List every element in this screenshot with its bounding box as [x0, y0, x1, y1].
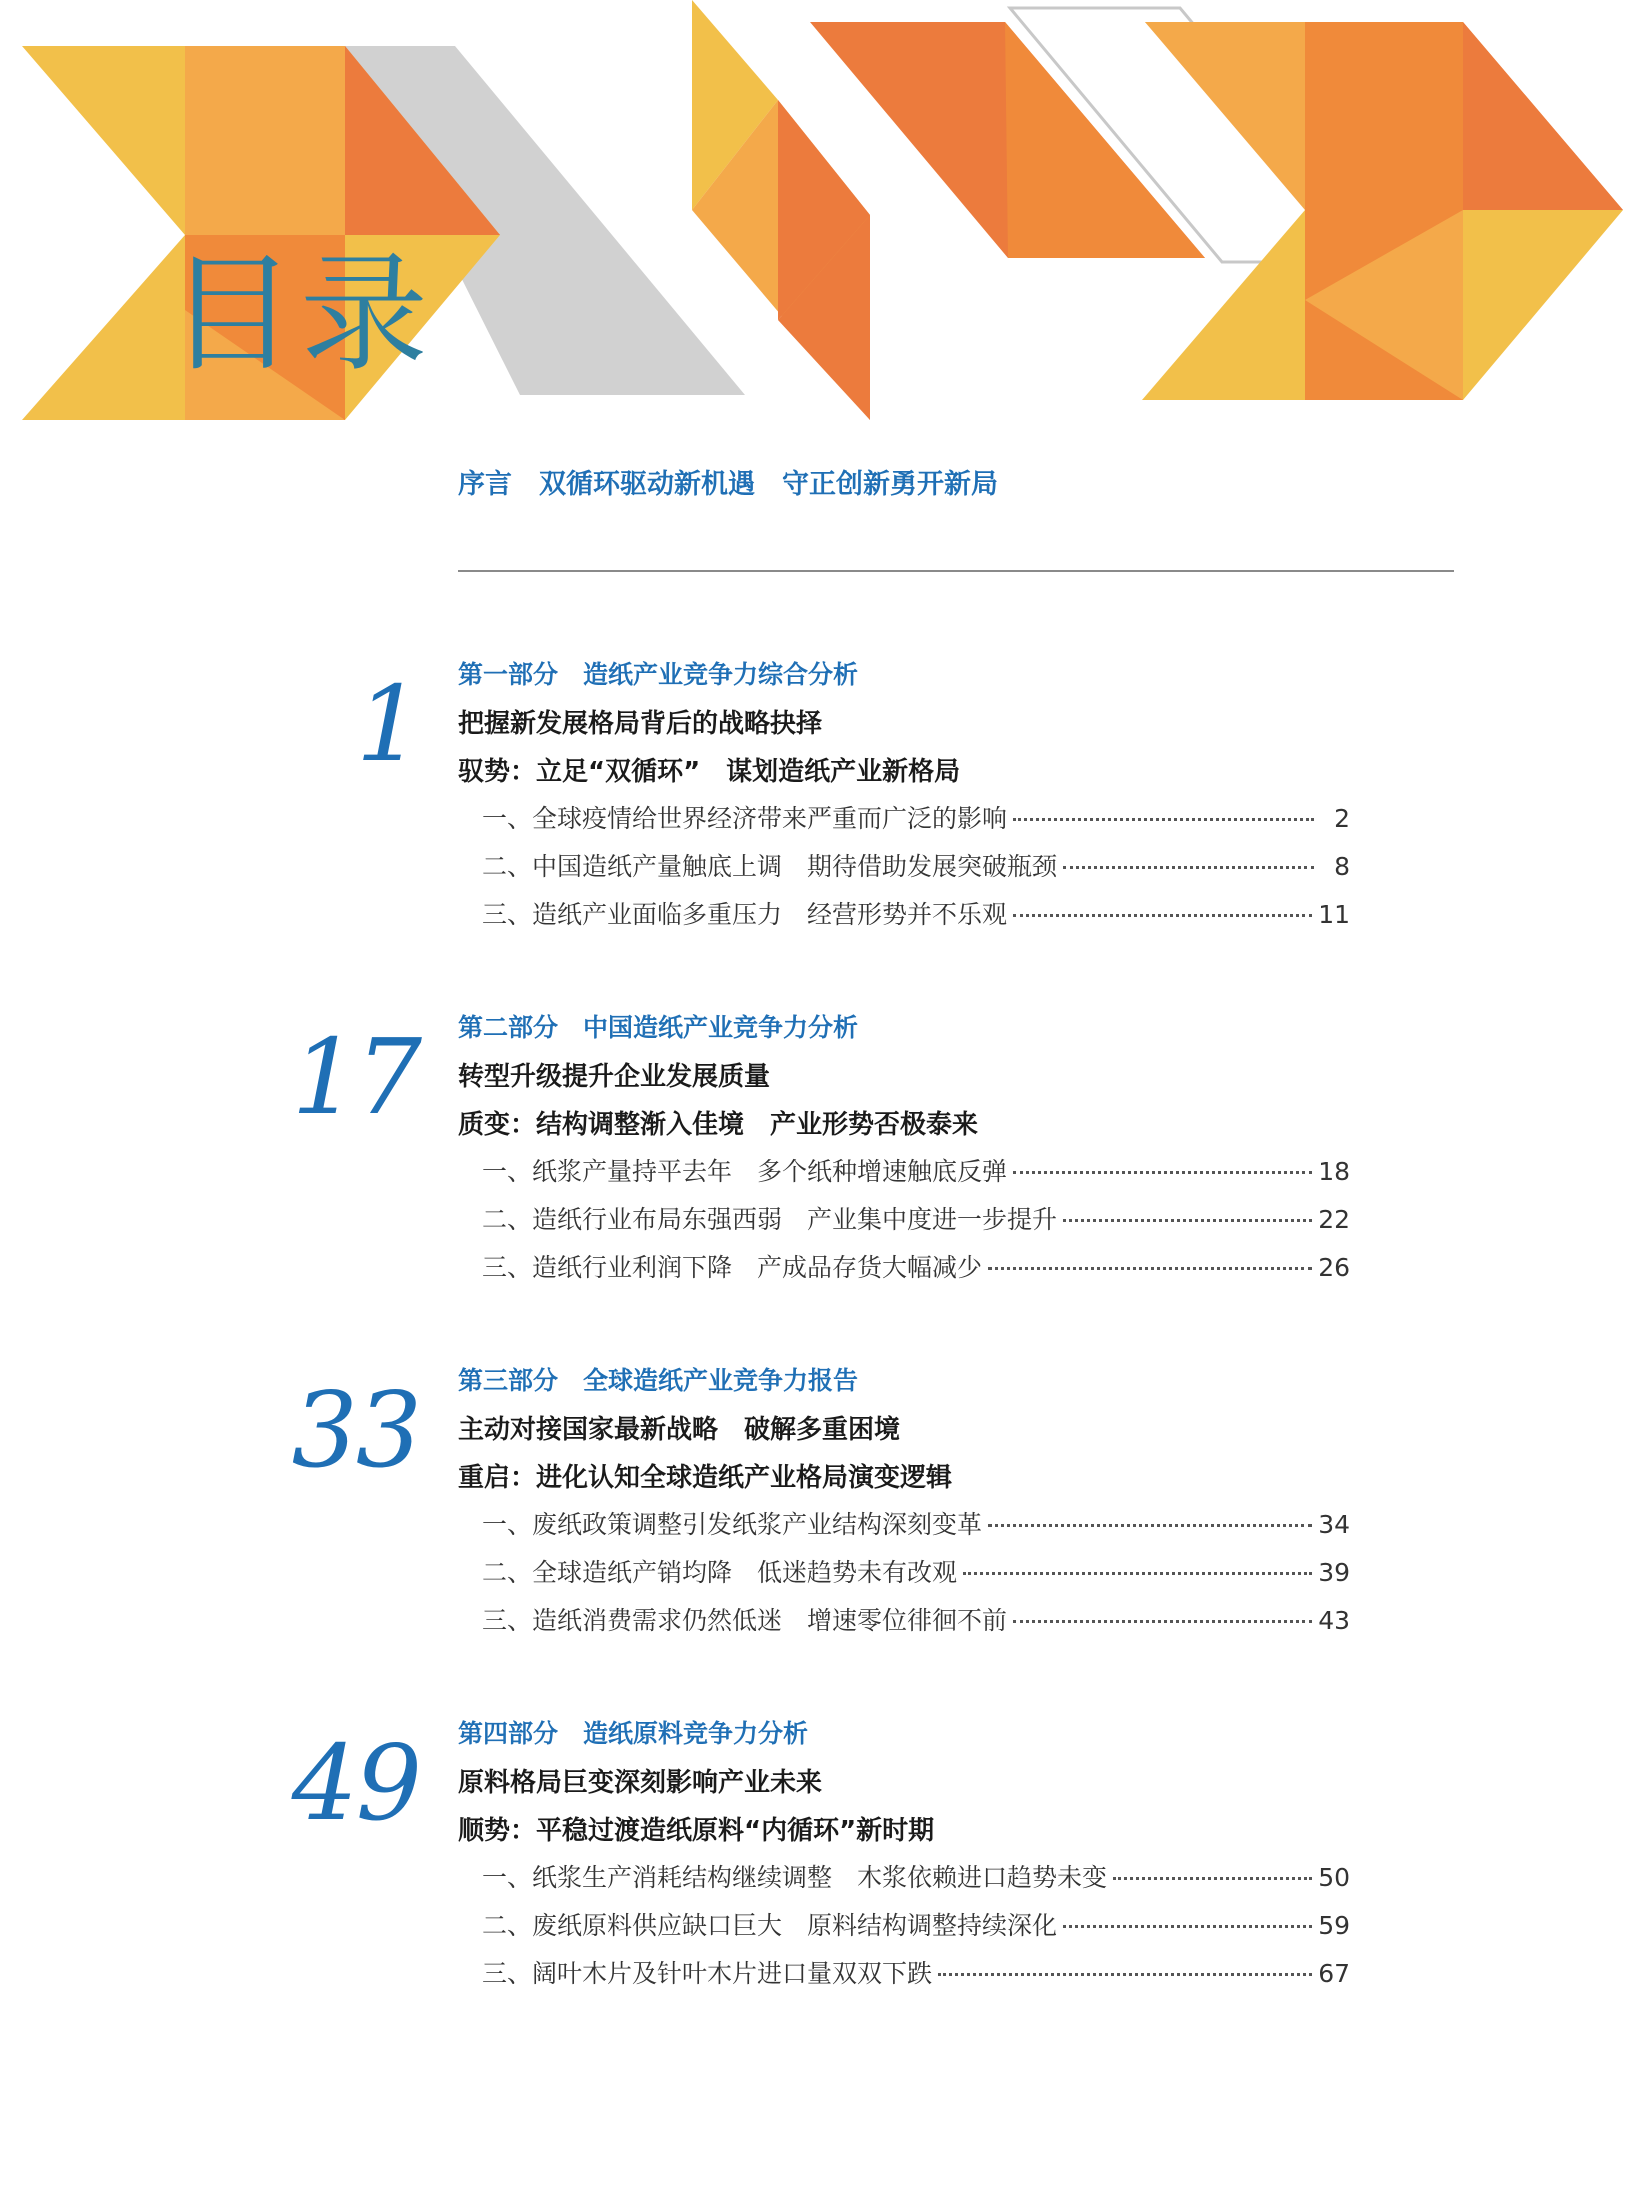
entry-title: 一、纸浆生产消耗结构继续调整 木浆依赖进口趋势未变 — [482, 1863, 1108, 1892]
toc-title: 目录 — [168, 240, 433, 389]
part-headline: 原料格局巨变深刻影响产业未来 — [458, 1768, 823, 1798]
entry-title: 三、造纸消费需求仍然低迷 增速零位徘徊不前 — [482, 1606, 1008, 1635]
entry-page-number: 22 — [1318, 1205, 1350, 1234]
dot-leader — [963, 1572, 1312, 1575]
toc-entry[interactable] — [482, 799, 1350, 833]
part-label[interactable]: 第一部分 造纸产业竞争力综合分析 — [458, 660, 859, 689]
part-headline: 转型升级提升企业发展质量 — [458, 1062, 771, 1092]
toc-entry[interactable] — [482, 1858, 1350, 1892]
entry-title: 一、废纸政策调整引发纸浆产业结构深刻变革 — [482, 1510, 983, 1539]
dot-leader — [938, 1973, 1312, 1976]
entry-page-number: 39 — [1318, 1558, 1350, 1587]
entry-title: 三、阔叶木片及针叶木片进口量双双下跌 — [482, 1959, 933, 1988]
dot-leader — [1063, 1219, 1312, 1222]
part-label[interactable]: 第三部分 全球造纸产业竞争力报告 — [458, 1366, 859, 1395]
dot-leader — [1013, 914, 1312, 917]
dot-leader — [1063, 866, 1314, 869]
entry-title: 二、全球造纸产销均降 低迷趋势未有改观 — [482, 1558, 958, 1587]
divider — [458, 570, 1454, 572]
entry-page-number: 59 — [1318, 1911, 1350, 1940]
part-headline: 主动对接国家最新战略 破解多重困境 — [458, 1415, 901, 1445]
toc-entry[interactable] — [482, 847, 1350, 881]
dot-leader — [1013, 1620, 1312, 1623]
entry-title: 一、纸浆产量持平去年 多个纸种增速触底反弹 — [482, 1157, 1008, 1186]
dot-leader — [1013, 1171, 1312, 1174]
entry-title: 二、中国造纸产量触底上调 期待借助发展突破瓶颈 — [482, 852, 1058, 881]
entry-page-number: 11 — [1318, 900, 1350, 929]
entry-title: 二、造纸行业布局东强西弱 产业集中度进一步提升 — [482, 1205, 1058, 1234]
dot-leader — [1063, 1925, 1312, 1928]
dot-leader — [988, 1267, 1312, 1270]
toc-entry[interactable] — [482, 1601, 1350, 1635]
part-subhead: 顺势：平稳过渡造纸原料“内循环”新时期 — [458, 1816, 935, 1846]
dot-leader — [1113, 1877, 1312, 1880]
part-number: 1 — [355, 663, 420, 785]
part-subhead: 质变：结构调整渐入佳境 产业形势否极泰来 — [458, 1110, 979, 1140]
entry-page-number: 67 — [1318, 1959, 1350, 1988]
entry-page-number: 26 — [1318, 1253, 1350, 1282]
toc-entry[interactable] — [482, 1906, 1350, 1940]
banner-orange-parallelogram-light — [1005, 22, 1205, 258]
part-label[interactable]: 第四部分 造纸原料竞争力分析 — [458, 1719, 809, 1748]
toc-entry[interactable] — [482, 1248, 1350, 1282]
entry-title: 三、造纸产业面临多重压力 经营形势并不乐观 — [482, 900, 1008, 929]
part-number: 49 — [291, 1722, 420, 1844]
entry-page-number: 18 — [1318, 1157, 1350, 1186]
entry-title: 三、造纸行业利润下降 产成品存货大幅减少 — [482, 1253, 983, 1282]
dot-leader — [1013, 818, 1314, 821]
banner-right-mid — [1145, 22, 1305, 210]
entry-title: 一、全球疫情给世界经济带来严重而广泛的影响 — [482, 804, 1008, 833]
preface-link[interactable]: 序言 双循环驱动新机遇 守正创新勇开新局 — [458, 469, 998, 500]
part-label[interactable]: 第二部分 中国造纸产业竞争力分析 — [458, 1013, 859, 1042]
toc-entry[interactable] — [482, 895, 1350, 929]
entry-page-number: 43 — [1318, 1606, 1350, 1635]
entry-page-number: 2 — [1334, 804, 1350, 833]
entry-page-number: 50 — [1318, 1863, 1350, 1892]
part-headline: 把握新发展格局背后的战略抉择 — [458, 709, 823, 739]
toc-entry[interactable] — [482, 1553, 1350, 1587]
toc-entry[interactable] — [482, 1954, 1350, 1988]
toc-entry[interactable] — [482, 1200, 1350, 1234]
toc-entry[interactable] — [482, 1505, 1350, 1539]
entry-title: 二、废纸原料供应缺口巨大 原料结构调整持续深化 — [482, 1911, 1058, 1940]
part-subhead: 重启：进化认知全球造纸产业格局演变逻辑 — [458, 1463, 953, 1493]
entry-page-number: 8 — [1334, 852, 1350, 881]
dot-leader — [988, 1524, 1312, 1527]
part-subhead: 驭势：立足“双循环” 谋划造纸产业新格局 — [458, 757, 961, 787]
banner-right-deep-triangle — [1463, 22, 1623, 210]
toc-entry[interactable] — [482, 1152, 1350, 1186]
part-number: 33 — [291, 1369, 420, 1491]
entry-page-number: 34 — [1318, 1510, 1350, 1539]
part-number: 17 — [291, 1016, 420, 1138]
